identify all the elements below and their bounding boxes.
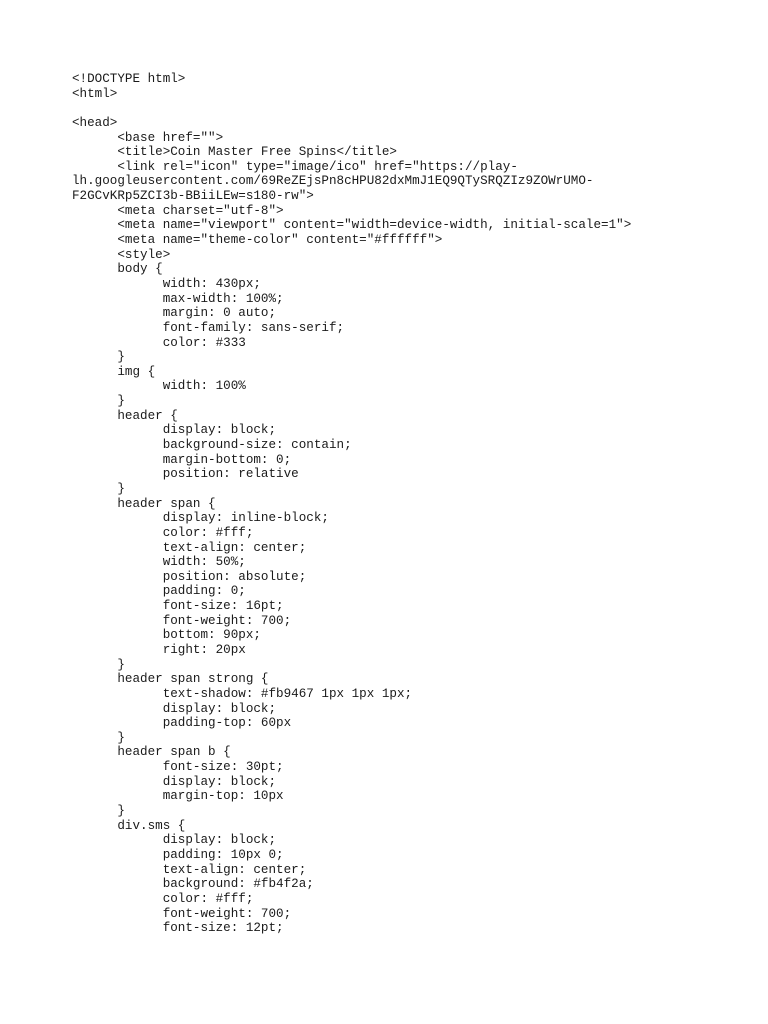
code-line: } (72, 394, 125, 409)
code-line: width: 430px; (72, 276, 261, 291)
code-line: img { (72, 364, 156, 379)
code-line: color: #fff; (72, 525, 254, 540)
code-line: bottom: 90px; (72, 628, 261, 643)
code-line: } (72, 481, 125, 496)
code-line: padding-top: 60px (72, 716, 292, 731)
code-line: margin: 0 auto; (72, 306, 277, 321)
code-line: color: #333 (72, 335, 246, 350)
code-line: <meta name="theme-color" content="#ffffff"> (72, 233, 443, 248)
code-line: right: 20px (72, 642, 246, 657)
code-line: position: relative (72, 467, 299, 482)
code-line: width: 100% (72, 379, 246, 394)
code-line: } (72, 804, 125, 819)
code-line: display: block; (72, 701, 277, 716)
code-line: font-size: 16pt; (72, 599, 284, 614)
code-line: text-shadow: #fb9467 1px 1px 1px; (72, 686, 413, 701)
code-line: <meta name="viewport" content="width=device-width, initial-scale=1"> (72, 218, 632, 233)
code-line: <html> (72, 86, 118, 101)
code-line: header span strong { (72, 672, 269, 687)
code-line: padding: 0; (72, 584, 246, 599)
code-line: padding: 10px 0; (72, 847, 284, 862)
code-line: header span { (72, 496, 216, 511)
code-line: display: block; (72, 423, 277, 438)
code-line: <link rel="icon" type="image/ico" href="https://play- (72, 159, 518, 174)
code-line: div.sms { (72, 818, 186, 833)
code-line: <style> (72, 247, 171, 262)
code-line: header span b { (72, 745, 231, 760)
code-line: display: block; (72, 833, 277, 848)
code-line: text-align: center; (72, 862, 307, 877)
code-line: background-size: contain; (72, 438, 352, 453)
code-line: display: inline-block; (72, 511, 329, 526)
code-line: font-weight: 700; (72, 906, 292, 921)
code-line: <title>Coin Master Free Spins</title> (72, 145, 397, 160)
code-line: F2GCvKRp5ZCI3b-BBiiLEw=s180-rw"> (72, 189, 314, 204)
code-line: margin-top: 10px (72, 789, 284, 804)
code-line: background: #fb4f2a; (72, 877, 314, 892)
code-line: lh.googleusercontent.com/69ReZEjsPn8cHPU82dxMmJ1EQ9QTySRQZIz9ZOWrUMO- (72, 174, 594, 189)
code-line: width: 50%; (72, 555, 246, 570)
code-line: font-weight: 700; (72, 613, 292, 628)
code-line: position: absolute; (72, 569, 307, 584)
code-line: header { (72, 408, 178, 423)
code-line (72, 101, 732, 116)
code-line: font-size: 12pt; (72, 921, 284, 936)
code-line: body { (72, 262, 163, 277)
code-line: <!DOCTYPE html> (72, 72, 186, 86)
code-line: text-align: center; (72, 540, 307, 555)
code-line: <head> (72, 115, 118, 130)
code-line: margin-bottom: 0; (72, 452, 292, 467)
code-line: } (72, 730, 125, 745)
code-line: } (72, 657, 125, 672)
code-line: display: block; (72, 774, 277, 789)
code-listing (72, 72, 732, 936)
code-line: max-width: 100%; (72, 291, 284, 306)
code-line: } (72, 350, 125, 365)
code-line: font-size: 30pt; (72, 760, 284, 775)
code-line: <base href=""> (72, 130, 224, 145)
code-line: <meta charset="utf-8"> (72, 203, 284, 218)
code-line: color: #fff; (72, 891, 254, 906)
code-line: font-family: sans-serif; (72, 320, 345, 335)
